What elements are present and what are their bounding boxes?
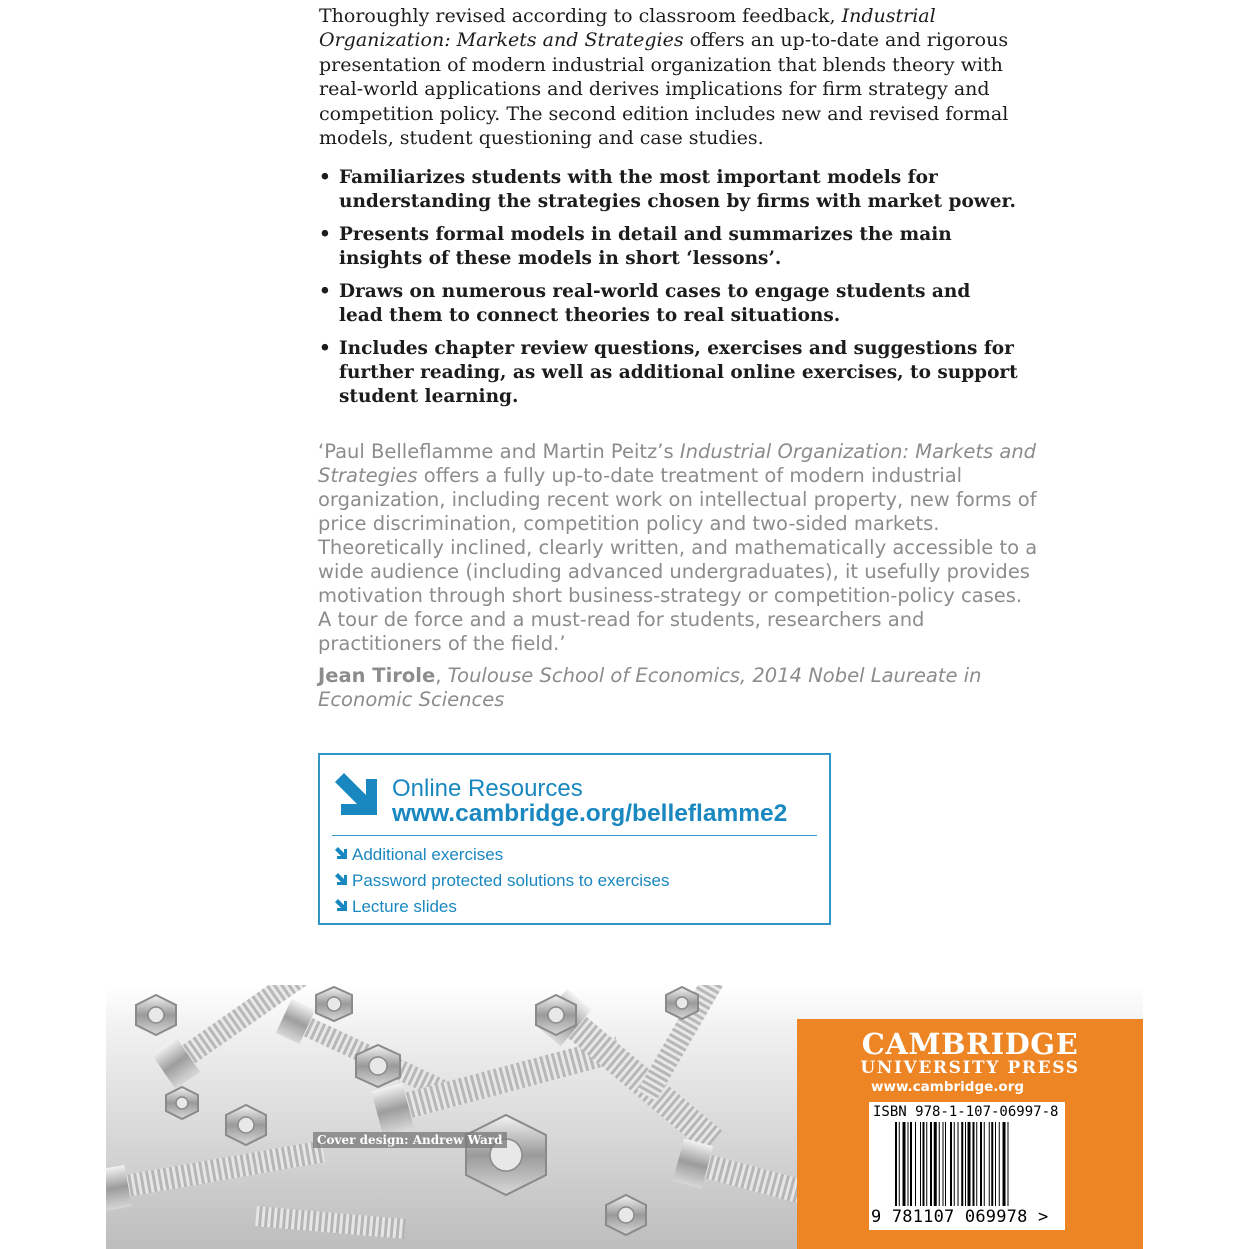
endorser-affiliation: Toulouse School of Economics, 2014 Nobel Laureate in Economic Sciences <box>318 664 982 711</box>
feature-list <box>319 166 1019 418</box>
bullet-icon: • <box>319 338 331 359</box>
resources-title: Online Resources <box>392 775 583 802</box>
blurb-book-title: Industrial Organization: Markets and Strategies <box>319 5 936 52</box>
barcode-bar <box>899 1122 900 1206</box>
feature-text: Draws on numerous real-world cases to engage students and lead them to connect theories to real situations. <box>339 281 971 326</box>
arrow-down-right-icon <box>334 846 348 860</box>
quote-text-2: offers a fully up-to-date treatment of modern industrial organization, including recent work on intellectual property, new forms of price discrimination, competition policy and two-sided markets. Theoretically inclined, clearly written, and mathematically accessible to a wide audience (including advanced undergraduates), it usefully provides motivation through short business-strategy or competition-policy cases. A tour de force and a must-read for students, researchers and practitioners of the field.’ <box>318 464 1038 655</box>
barcode-bar <box>895 1122 897 1206</box>
resource-label: Password protected solutions to exercises <box>352 871 670 890</box>
isbn-label: ISBN 978-1-107-06997-8 <box>873 1104 1059 1120</box>
barcode-number: 9 781107 069978 > <box>871 1207 1049 1227</box>
resource-label: Lecture slides <box>352 897 457 916</box>
barcode-bar <box>945 1122 946 1206</box>
quote-text-1: ‘Paul Belleflamme and Martin Peitz’s <box>318 440 680 463</box>
barcode-bar <box>908 1122 909 1206</box>
barcode-bar <box>965 1122 966 1206</box>
feature-item <box>319 166 1019 214</box>
barcode-bar <box>976 1122 977 1206</box>
barcode-bar <box>915 1122 916 1206</box>
blurb-text-2: offers an up-to-date and rigorous presentation of modern industrial organization that blends theory with real-world applications and derives implications for firm strategy and competition policy. The second edition includes new and revised formal models, student questioning and case studies. <box>319 29 1009 150</box>
barcode-bar <box>1008 1122 1009 1206</box>
barcode-bar <box>968 1122 971 1206</box>
bullet-icon: • <box>319 281 331 302</box>
barcode-bar <box>910 1122 912 1206</box>
barcode-bar <box>903 1122 906 1206</box>
resource-item <box>332 868 670 894</box>
barcode-box <box>869 1102 1065 1230</box>
publisher-logo-name: CAMBRIDGE <box>861 1027 1079 1061</box>
resources-url[interactable]: www.cambridge.org/belleflamme2 <box>392 800 788 827</box>
barcode-bar <box>980 1122 982 1206</box>
feature-item <box>319 223 1019 271</box>
bullet-icon: • <box>319 167 331 188</box>
barcode-bar <box>950 1122 952 1206</box>
barcode-bar <box>954 1122 955 1206</box>
feature-text: Includes chapter review questions, exercises and suggestions for further reading, as well as additional online exercises, to support student learning. <box>339 338 1018 407</box>
endorsement-quote <box>318 440 1038 656</box>
resource-item <box>332 894 670 920</box>
barcode-bar <box>984 1122 985 1206</box>
endorser-name: Jean Tirole <box>318 664 436 687</box>
divider <box>332 835 817 836</box>
resources-list <box>332 842 670 920</box>
barcode-bar <box>934 1122 937 1206</box>
barcode-bar <box>973 1122 975 1206</box>
arrow-down-right-icon <box>334 898 348 912</box>
barcode-bar <box>1003 1122 1006 1206</box>
resource-item <box>332 842 670 868</box>
publisher-logo-sub: UNIVERSITY PRESS <box>860 1058 1080 1078</box>
cover-design-credit: Cover design: Andrew Ward <box>313 1132 507 1148</box>
barcode-bar <box>920 1122 921 1206</box>
feature-item <box>319 280 1019 328</box>
barcode-bar <box>923 1122 925 1206</box>
barcode-bar <box>943 1122 944 1206</box>
endorsement-attribution: Jean Tirole, Toulouse School of Economics, 2014 Nobel Laureate in Economic Sciences <box>318 664 982 711</box>
online-resources-box <box>318 753 831 925</box>
feature-text: Presents formal models in detail and summarizes the main insights of these models in short ‘lessons’. <box>339 224 952 269</box>
barcode-bar <box>926 1122 927 1206</box>
barcode-bar <box>958 1122 959 1206</box>
publisher-website[interactable]: www.cambridge.org <box>871 1079 1025 1095</box>
arrow-down-right-icon <box>331 769 381 819</box>
barcode-bar <box>995 1122 996 1206</box>
resource-label: Additional exercises <box>352 845 504 864</box>
back-cover-blurb <box>319 4 1019 150</box>
barcode-bar <box>999 1122 1000 1206</box>
barcode-icon <box>895 1122 1045 1206</box>
quote-book-title: Industrial Organization: Markets and Strategies <box>318 440 1037 487</box>
feature-item <box>319 337 1019 409</box>
publisher-panel <box>797 1019 1143 1249</box>
bullet-icon: • <box>319 224 331 245</box>
barcode-bar <box>939 1122 940 1206</box>
barcode-bar <box>989 1122 990 1206</box>
barcode-bar <box>961 1122 963 1206</box>
blurb-text-1: Thoroughly revised according to classroom feedback, <box>319 5 842 27</box>
barcode-bar <box>930 1122 932 1206</box>
arrow-down-right-icon <box>334 872 348 886</box>
barcode-bar <box>991 1122 993 1206</box>
feature-text: Familiarizes students with the most important models for understanding the strategies chosen by firms with market power. <box>339 167 1016 212</box>
